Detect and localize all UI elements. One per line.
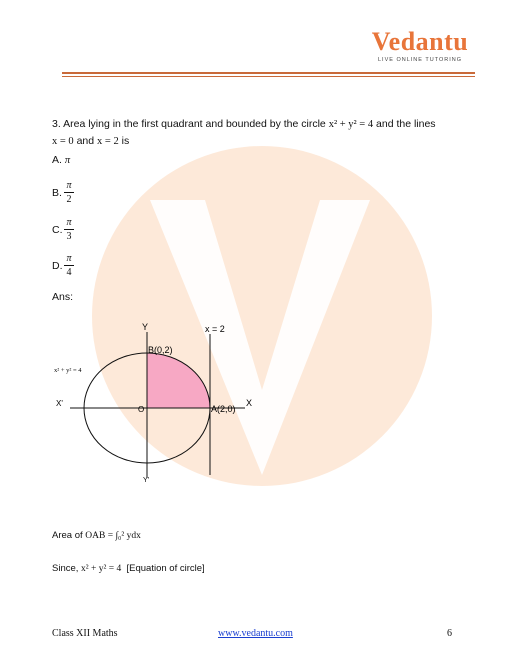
header-rule xyxy=(62,72,475,74)
question-number: 3. xyxy=(52,118,61,130)
since-note: [Equation of circle] xyxy=(126,563,205,574)
circle-figure xyxy=(50,320,280,490)
shaded-region xyxy=(147,353,210,408)
is-word: is xyxy=(121,135,130,147)
option-b-label: B. xyxy=(52,187,62,199)
area-expression: OAB = ∫₀² ydx xyxy=(85,531,141,541)
fraction-bar xyxy=(64,265,74,266)
brand-tagline: LIVE ONLINE TUTORING xyxy=(378,57,462,63)
option-a xyxy=(52,154,70,166)
option-c-denominator: 3 xyxy=(66,231,72,242)
option-d-fraction xyxy=(64,253,74,278)
question-text-pre: Area lying in the first quadrant and bounded by the circle xyxy=(63,118,326,130)
line-equation-2: x = 2 xyxy=(97,136,119,147)
option-b-numerator: π xyxy=(66,180,72,191)
brand-name: Vedantu xyxy=(371,27,469,56)
page-number: 6 xyxy=(447,628,452,639)
option-a-value: π xyxy=(64,155,71,166)
point-a-label: A(2,0) xyxy=(211,404,236,414)
header-rule-thin xyxy=(62,76,475,77)
footer-class: Class XII Maths xyxy=(52,628,118,639)
area-prefix: Area of xyxy=(52,530,83,541)
option-a-label: A. xyxy=(52,154,62,166)
circle-equation-label: x² + y² = 4 xyxy=(54,367,82,374)
option-c-fraction xyxy=(64,217,74,242)
since-expression: x² + y² = 4 xyxy=(81,564,122,574)
question-text-mid: and the lines xyxy=(376,118,436,130)
area-line xyxy=(52,530,141,541)
brand-logo xyxy=(365,28,475,63)
since-line xyxy=(52,563,205,574)
option-b-fraction xyxy=(64,180,74,205)
fraction-bar xyxy=(64,229,74,230)
option-c-numerator: π xyxy=(66,217,72,228)
since-prefix: Since, xyxy=(52,563,79,574)
option-c-label: C. xyxy=(52,224,63,236)
option-d-label: D. xyxy=(52,260,63,272)
line-equation-1: x = 0 xyxy=(52,136,74,147)
option-d-denominator: 4 xyxy=(66,267,72,278)
circle-equation: x² + y² = 4 xyxy=(328,119,374,130)
footer-website-link[interactable]: www.vedantu.com xyxy=(218,628,293,639)
question-text xyxy=(52,116,462,150)
x-axis-neg-label: X' xyxy=(56,399,63,408)
option-b-denominator: 2 xyxy=(66,194,72,205)
y-axis-label: Y xyxy=(142,322,149,332)
point-b-label: B(0,2) xyxy=(148,345,173,355)
fraction-bar xyxy=(64,192,74,193)
and-word: and xyxy=(76,135,95,147)
x-axis-label: X xyxy=(246,398,253,408)
option-d-numerator: π xyxy=(66,253,72,264)
answer-label: Ans: xyxy=(52,291,74,303)
origin-label: O xyxy=(138,405,145,414)
y-axis-neg-label: Y' xyxy=(143,477,150,484)
line-x2-label: x = 2 xyxy=(205,324,225,334)
